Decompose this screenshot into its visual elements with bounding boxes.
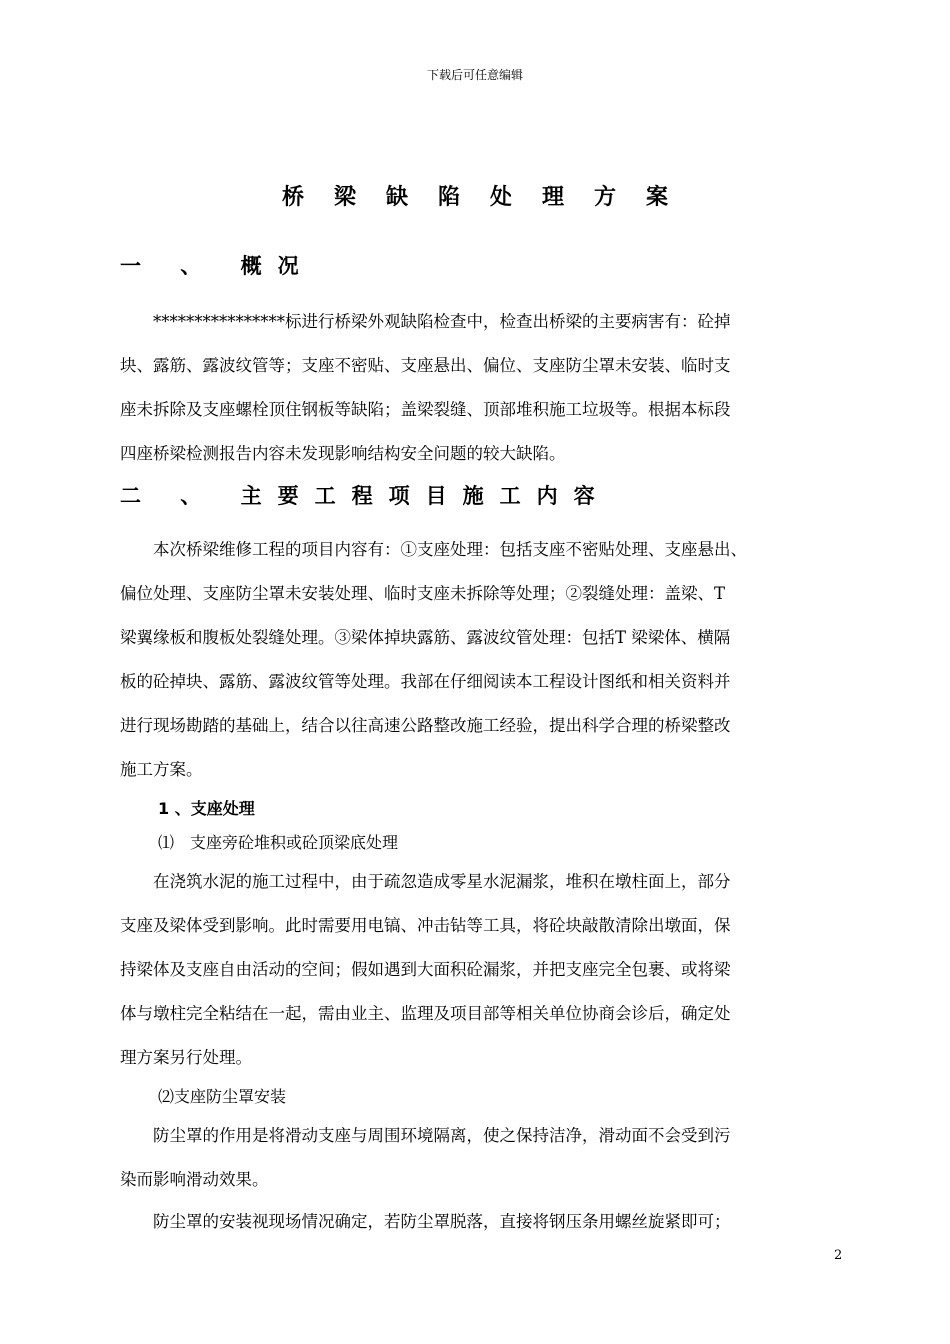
- text-line: 四座桥梁检测报告内容未发现影响结构安全问题的较大缺陷。: [120, 444, 566, 463]
- text-line: 进行现场勘踏的基础上，结合以往高速公路整改施工经验，提出科学合理的桥梁整改: [120, 716, 731, 735]
- text-line: 梁翼缘板和腹板处裂缝处理。③梁体掉块露筋、露波纹管处理：包括T 梁梁体、横隔: [120, 628, 731, 647]
- text-line: 块、露筋、露波纹管等；支座不密贴、支座悬出、偏位、支座防尘罩未安装、临时支: [120, 356, 731, 375]
- subsection1-heading: 1 、支座处理: [158, 799, 255, 818]
- text-line: 染而影响滑动效果。: [120, 1170, 269, 1189]
- text-line: 防尘罩的安装视现场情况确定，若防尘罩脱落，直接将钢压条用螺丝旋紧即可；: [120, 1212, 731, 1231]
- section1-heading: 一 、 概况: [120, 254, 315, 278]
- page-number: 2: [834, 1248, 843, 1263]
- text-line: 座未拆除及支座螺栓顶住钢板等缺陷；盖梁裂缝、顶部堆积施工垃圾等。根据本标段: [120, 400, 731, 419]
- item1-heading: ⑴ 支座旁砼堆积或砼顶梁底处理: [158, 833, 399, 852]
- text-line: 支座及梁体受到影响。此时需要用电镐、冲击钻等工具，将砼块敲散清除出墩面，保: [120, 916, 731, 935]
- text-line: 在浇筑水泥的施工过程中，由于疏忽造成零星水泥漏浆，堆积在墩柱面上，部分: [120, 872, 731, 891]
- item2-heading: ⑵支座防尘罩安装: [158, 1087, 287, 1106]
- text-line: 偏位处理、支座防尘罩未安装处理、临时支座未拆除等处理；②裂缝处理：盖梁、T: [120, 584, 726, 603]
- item2-paragraph-b: [120, 1200, 836, 1244]
- document-title: 桥梁缺陷处理方案: [281, 185, 698, 210]
- text-line: 持梁体及支座自由活动的空间；假如遇到大面积砼漏浆，并把支座完全包裹、或将梁: [120, 960, 731, 979]
- section1-paragraph: [120, 300, 836, 476]
- text-line: 施工方案。: [120, 760, 203, 779]
- item1-paragraph: [120, 860, 836, 1080]
- text-line: 板的砼掉块、露筋、露波纹管等处理。我部在仔细阅读本工程设计图纸和相关资料并: [120, 672, 731, 691]
- text-line: 防尘罩的作用是将滑动支座与周围环境隔离，使之保持洁净，滑动面不会受到污: [120, 1126, 731, 1145]
- text-line: 理方案另行处理。: [120, 1048, 252, 1067]
- section2-heading: 二 、 主要工程项目施工内容: [120, 484, 611, 508]
- text-line: 本次桥梁维修工程的项目内容有：①支座处理：包括支座不密贴处理、支座悬出、: [120, 540, 747, 559]
- section2-paragraph: [120, 528, 836, 792]
- header-note: 下载后可任意编辑: [426, 68, 523, 82]
- text-line: 体与墩柱完全粘结在一起，需由业主、监理及项目部等相关单位协商会诊后，确定处: [120, 1004, 731, 1023]
- text-line: ****************标进行桥梁外观缺陷检查中，检查出桥梁的主要病害有：砼掉: [120, 312, 731, 331]
- item2-paragraph-a: [120, 1114, 836, 1202]
